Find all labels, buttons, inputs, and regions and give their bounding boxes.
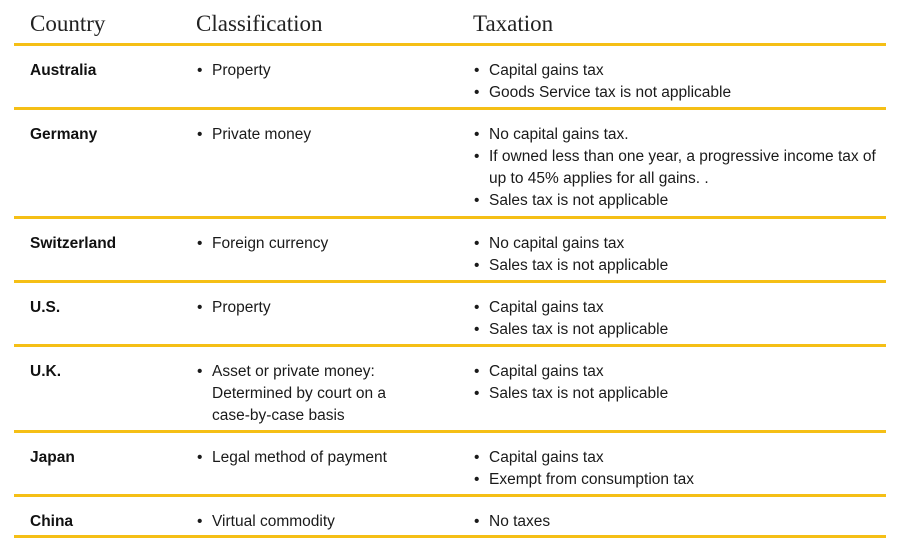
taxation-list — [473, 511, 883, 533]
list-item: • No capital gains tax. — [473, 124, 883, 146]
list-item: • Exempt from consumption tax — [473, 469, 883, 491]
list-item: • Property — [196, 297, 446, 319]
taxation-list — [473, 297, 883, 341]
list-item: • No capital gains tax — [473, 233, 883, 255]
classification-list — [196, 124, 446, 146]
table-header — [14, 0, 886, 46]
header-classification: Classification — [196, 11, 323, 36]
table-row-germany — [14, 110, 886, 219]
table-row-japan — [14, 433, 886, 497]
table-row-china — [14, 497, 886, 538]
list-item: • Sales tax is not applicable — [473, 255, 883, 277]
classification-list — [196, 233, 446, 255]
list-item: • Foreign currency — [196, 233, 446, 255]
list-item: • Sales tax is not applicable — [473, 383, 883, 405]
classification-list — [196, 511, 446, 533]
taxation-list — [473, 447, 883, 491]
classification-list — [196, 60, 446, 82]
list-item: • Capital gains tax — [473, 447, 883, 469]
list-item: • Asset or private money: Determined by court on a case-by-case basis — [196, 361, 411, 427]
table-row-uk — [14, 347, 886, 433]
list-item: • If owned less than one year, a progressive income tax of up to 45% applies for all gains. . — [473, 146, 883, 190]
country-cell: U.K. — [30, 363, 61, 380]
taxation-list — [473, 361, 883, 405]
country-cell: Germany — [30, 126, 98, 143]
list-item: • Legal method of payment — [196, 447, 446, 469]
taxation-list — [473, 124, 883, 212]
country-cell: Australia — [30, 62, 97, 79]
country-cell: Japan — [30, 449, 75, 466]
table-row-switzerland — [14, 219, 886, 283]
list-item: • Private money — [196, 124, 446, 146]
header-taxation: Taxation — [473, 11, 554, 36]
list-item: • No taxes — [473, 511, 883, 533]
list-item: • Capital gains tax — [473, 297, 883, 319]
classification-list — [196, 297, 446, 319]
list-item: • Capital gains tax — [473, 60, 883, 82]
header-country: Country — [30, 11, 106, 36]
list-item: • Sales tax is not applicable — [473, 319, 883, 341]
classification-list — [196, 447, 446, 469]
country-cell: China — [30, 513, 74, 530]
country-cell: U.S. — [30, 299, 61, 316]
taxation-list — [473, 233, 883, 277]
taxation-list — [473, 60, 883, 104]
list-item: • Capital gains tax — [473, 361, 883, 383]
country-cell: Switzerland — [30, 235, 117, 252]
list-item: • Sales tax is not applicable — [473, 190, 883, 212]
table-row-us — [14, 283, 886, 347]
country-taxation-table — [14, 0, 886, 538]
list-item: • Virtual commodity — [196, 511, 446, 533]
list-item: • Property — [196, 60, 446, 82]
list-item: • Goods Service tax is not applicable — [473, 82, 883, 104]
classification-list — [196, 361, 411, 427]
table-row-australia — [14, 46, 886, 110]
